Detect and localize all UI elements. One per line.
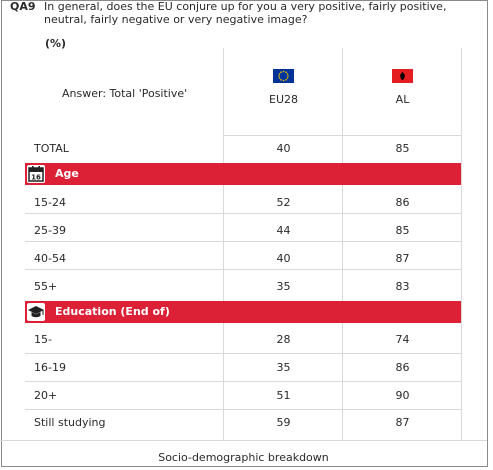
row-divider [25, 269, 461, 270]
column-code: EU28 [269, 93, 298, 106]
row-divider [223, 135, 461, 136]
row-label: 20+ [34, 389, 58, 402]
eu-flag-icon [273, 69, 294, 83]
column-header-al [343, 69, 462, 106]
section-title-age: Age [55, 167, 79, 180]
question-code: QA9 [10, 0, 36, 13]
svg-text:16: 16 [31, 173, 41, 182]
albania-flag-icon [392, 69, 413, 83]
footer-caption: Socio-demographic breakdown [158, 451, 329, 464]
footer-divider [0, 440, 487, 441]
row-label: 40-54 [34, 252, 66, 265]
question-text: In general, does the EU conjure up for you a very positive, fairly positive, neutral, fairly negative or very negative image? [44, 0, 447, 26]
graduation-cap-icon [27, 303, 45, 321]
row-label: 15-24 [34, 196, 66, 209]
cell-eu28: 51 [276, 389, 291, 402]
cell-al: 86 [395, 196, 410, 209]
row-label: 25-39 [34, 224, 66, 237]
row-divider [25, 409, 461, 410]
cell-eu28: 40 [276, 252, 291, 265]
row-label: Still studying [34, 416, 106, 429]
cell-eu28: 28 [276, 333, 291, 346]
row-label: 55+ [34, 280, 58, 293]
row-label: 16-19 [34, 361, 66, 374]
cell-al: 83 [395, 280, 410, 293]
cell-eu28: 44 [276, 224, 291, 237]
cell-eu28: 59 [276, 416, 291, 429]
row-divider [25, 241, 461, 242]
cell-eu28: 40 [276, 142, 291, 155]
cell-eu28: 35 [276, 280, 291, 293]
column-code: AL [395, 93, 410, 106]
question-header [10, 1, 480, 26]
column-divider [461, 48, 462, 440]
column-header-eu28 [224, 69, 343, 106]
cell-al: 87 [395, 252, 410, 265]
row-divider [25, 353, 461, 354]
cell-al: 86 [395, 361, 410, 374]
row-divider [25, 213, 461, 214]
cell-al: 85 [395, 142, 410, 155]
row-divider [25, 381, 461, 382]
calendar-icon [27, 165, 45, 183]
cell-al: 74 [395, 333, 410, 346]
section-bar-education [25, 301, 461, 323]
row-label: 15- [34, 333, 52, 346]
cell-al: 87 [395, 416, 410, 429]
section-bar-age [25, 163, 461, 185]
cell-eu28: 52 [276, 196, 291, 209]
section-title-education: Education (End of) [55, 305, 170, 318]
cell-eu28: 35 [276, 361, 291, 374]
answer-label: Answer: Total 'Positive' [62, 87, 188, 100]
cell-al: 90 [395, 389, 410, 402]
cell-al: 85 [395, 224, 410, 237]
row-label-total: TOTAL [34, 142, 69, 155]
unit-label: (%) [45, 37, 67, 50]
